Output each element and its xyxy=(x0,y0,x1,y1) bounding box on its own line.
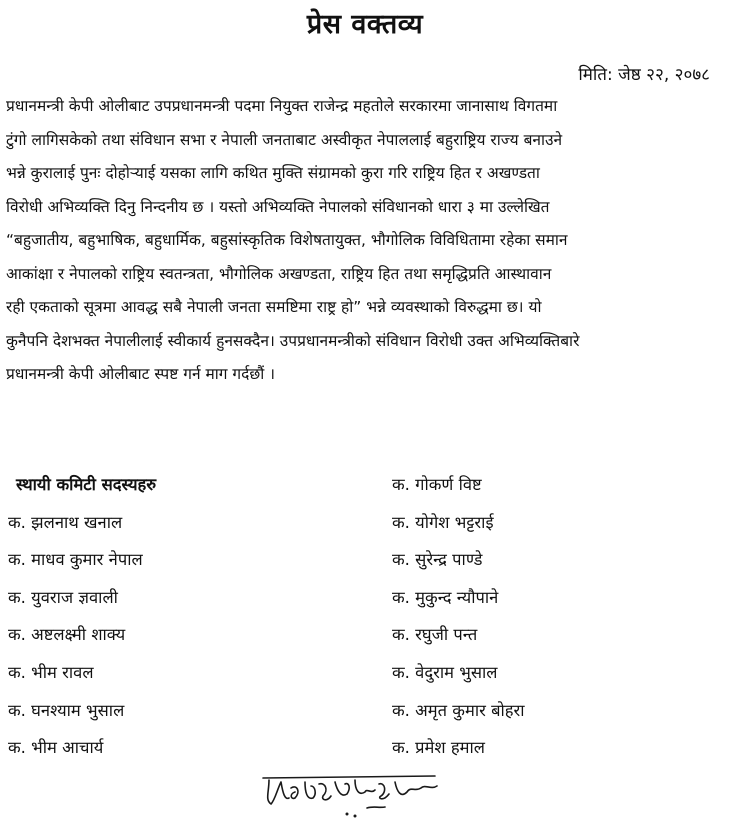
committee-member: क. प्रमेश हमाल xyxy=(392,738,485,758)
body-line: “बहुजातीय, बहुभाषिक, बहुधार्मिक, बहुसांस्कृतिक विशेषतायुक्त, भौगोलिक विविधितामा रहेका समान xyxy=(6,231,568,249)
committee-member: क. भीम रावल xyxy=(8,662,94,682)
document-title: प्रेस वक्तव्य xyxy=(306,9,424,40)
body-line: भन्ने कुरालाई पुनः दोहोऱ्याई यसका लागि कथित मुक्ति संग्रामको कुरा गरि राष्ट्रिय हित र अखण्डता xyxy=(6,164,540,182)
body-line: कुनैपनि देशभक्त नेपालीलाई स्वीकार्य हुनसक्दैन। उपप्रधानमन्त्रीको संविधान विरोधी उक्त अभिव्यक्तिबारे xyxy=(6,331,580,350)
body-line: आकांक्षा र नेपालको राष्ट्रिय स्वतन्त्रता, भौगोलिक अखण्डता, राष्ट्रिय हित तथा समृद्धिप्रति आस्थावान xyxy=(6,264,552,283)
body-line: टुंगो लागिसकेको तथा संविधान सभा र नेपाली जनताबाट अस्वीकृत नेपाललाई बहुराष्ट्रिय राज्य बनाउने xyxy=(6,130,563,149)
committee-member: क. रघुजी पन्त xyxy=(392,625,478,645)
statement-body xyxy=(6,90,722,392)
committee-heading: स्थायी कमिटी सदस्यहरु xyxy=(16,475,157,494)
body-line: रही एकताको सूत्रमा आवद्ध सबै नेपाली जनता समष्टिमा राष्ट्र हो” भन्ने व्यवस्थाको विरुद्धमा छ। यो xyxy=(6,298,542,316)
body-line: विरोधी अभिव्यक्ति दिनु निन्दनीय छ । यस्तो अभिव्यक्ति नेपालको संविधानको धारा ३ मा उल्लेखित xyxy=(6,197,550,216)
committee-member: क. भीम आचार्य xyxy=(8,738,104,758)
committee-member: क. अमृत कुमार बोहरा xyxy=(392,700,525,720)
committee-member: क. सुरेन्द्र पाण्डे xyxy=(392,550,483,570)
committee-member: क. अष्टलक्ष्मी शाक्य xyxy=(8,625,126,645)
committee-member: क. मुकुन्द न्यौपाने xyxy=(392,587,499,607)
committee-member: क. गोकर्ण विष्ट xyxy=(392,475,482,494)
body-line: प्रधानमन्त्री केपी ओलीबाट उपप्रधानमन्त्री पदमा नियुक्त राजेन्द्र महतोले सरकारमा जानासाथ विगतमा xyxy=(6,97,558,115)
committee-left-column xyxy=(8,470,338,771)
body-line: प्रधानमन्त्री केपी ओलीबाट स्पष्ट गर्न माग गर्दछौं । xyxy=(6,365,276,383)
document-date: मिति: जेष्ठ २२, २०७८ xyxy=(578,65,710,85)
handwritten-signature xyxy=(255,770,455,820)
committee-member: क. घनश्याम भुसाल xyxy=(8,700,125,720)
committee-member: क. वेदुराम भुसाल xyxy=(392,662,498,682)
committee-member: क. युवराज ज्ञवाली xyxy=(8,587,118,607)
committee-member: क. झलनाथ खनाल xyxy=(8,512,123,532)
committee-member: क. योगेश भट्टराई xyxy=(392,512,494,532)
committee-member: क. माधव कुमार नेपाल xyxy=(8,550,143,570)
committee-right-column xyxy=(392,470,722,771)
